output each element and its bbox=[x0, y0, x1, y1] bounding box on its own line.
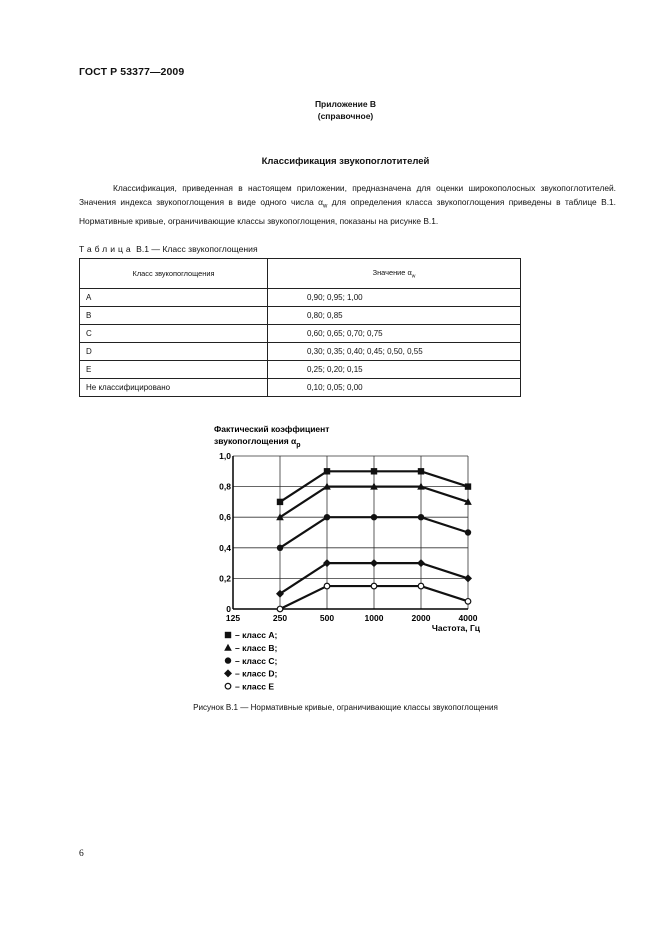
table-row bbox=[80, 343, 521, 361]
legend-circle-marker bbox=[225, 657, 231, 663]
open-circle-marker bbox=[418, 583, 424, 589]
open-circle-marker bbox=[277, 606, 283, 612]
paragraph-text-2: для определения класса звукопоглощения приведены в таблице В.1. Нормативные кривые, ограничивающие классы звукопоглощения, показаны на рисунке В.1. bbox=[79, 197, 617, 227]
y-tick-label: 0 bbox=[226, 604, 231, 614]
legend-label: – класс С; bbox=[235, 655, 278, 666]
square-marker bbox=[371, 468, 377, 474]
legend-label: – класс В; bbox=[235, 643, 278, 653]
class-table bbox=[79, 258, 521, 397]
col-value-header-sub: w bbox=[411, 273, 416, 280]
diamond-marker bbox=[464, 574, 472, 582]
x-tick-label: 4000 bbox=[458, 613, 478, 623]
values-cell: 0,10; 0,05; 0,00 bbox=[268, 379, 521, 397]
y-axis-title-line2 bbox=[214, 436, 301, 449]
annex-subtitle: (справочное) bbox=[317, 111, 374, 121]
table-row bbox=[80, 307, 521, 325]
circle-marker bbox=[277, 545, 283, 551]
y-axis-title-line1: Фактический коэффициент bbox=[214, 424, 330, 434]
annex-title: Приложение В bbox=[314, 99, 377, 109]
square-marker bbox=[277, 499, 283, 505]
legend-square-marker bbox=[225, 632, 231, 638]
legend-diamond-marker bbox=[224, 669, 232, 677]
table-caption bbox=[79, 244, 258, 254]
class-cell: E bbox=[80, 361, 268, 379]
table-row bbox=[80, 379, 521, 397]
legend-open-circle-marker bbox=[225, 683, 231, 689]
diamond-marker bbox=[417, 559, 425, 567]
table-row bbox=[80, 325, 521, 343]
standard-header: ГОСТ Р 53377—2009 bbox=[79, 66, 185, 78]
y-axis-title-text: звукопоглощения α bbox=[214, 436, 297, 446]
class-cell: A bbox=[80, 289, 268, 307]
alpha-symbol: α bbox=[318, 197, 324, 208]
col-value-header-text: Значение bbox=[372, 267, 406, 277]
square-marker bbox=[418, 468, 424, 474]
legend-label: – класс А; bbox=[235, 630, 278, 641]
values-cell: 0,25; 0,20; 0,15 bbox=[268, 361, 521, 379]
circle-marker bbox=[465, 529, 471, 535]
intro-paragraph bbox=[79, 181, 616, 228]
y-tick-label: 0,8 bbox=[219, 481, 231, 492]
open-circle-marker bbox=[324, 583, 330, 589]
paragraph-text-1: Классификация, приведенная в настоящем приложении, предназначена для оценки широкополосных звукопоглотителей. Значения индекса звукопоглощения в виде одного числа bbox=[79, 183, 616, 208]
open-circle-marker bbox=[371, 583, 377, 589]
absorption-chart bbox=[200, 418, 500, 698]
table-row bbox=[80, 361, 521, 379]
y-axis-title-sub: p bbox=[296, 442, 301, 449]
legend-label: – класс D; bbox=[235, 668, 278, 679]
alpha-subscript: w bbox=[323, 203, 328, 210]
class-cell: Не классифицировано bbox=[80, 379, 268, 397]
values-cell: 0,90; 0,95; 1,00 bbox=[268, 289, 521, 307]
values-cell: 0,80; 0,85 bbox=[268, 307, 521, 325]
col-value-header-symbol: α bbox=[407, 267, 412, 277]
x-tick-label: 250 bbox=[272, 613, 288, 623]
square-marker bbox=[324, 468, 330, 474]
figure-caption: Рисунок В.1 — Нормативные кривые, ограничивающие классы звукопоглощения bbox=[193, 703, 498, 712]
y-tick-label: 0,2 bbox=[219, 573, 231, 584]
circle-marker bbox=[418, 514, 424, 520]
class-cell: D bbox=[80, 343, 268, 361]
table-caption-word: Таблица bbox=[79, 244, 134, 254]
circle-marker bbox=[371, 514, 377, 520]
x-tick-label: 1000 bbox=[364, 613, 384, 623]
table-caption-rest: В.1 — Класс звукопоглощения bbox=[136, 244, 258, 254]
diamond-marker bbox=[370, 559, 378, 567]
y-tick-label: 0,6 bbox=[219, 512, 231, 523]
x-tick-label: 125 bbox=[225, 613, 241, 623]
circle-marker bbox=[324, 514, 330, 520]
y-tick-label: 1,0 bbox=[219, 451, 231, 461]
x-axis-title: Частота, Гц bbox=[431, 623, 480, 633]
open-circle-marker bbox=[465, 599, 471, 605]
y-tick-label: 0,4 bbox=[219, 542, 231, 553]
x-tick-label: 2000 bbox=[411, 613, 431, 623]
x-tick-label: 500 bbox=[319, 613, 335, 623]
values-cell: 0,60; 0,65; 0,70; 0,75 bbox=[268, 325, 521, 343]
class-cell: B bbox=[80, 307, 268, 325]
page-number: 6 bbox=[79, 849, 84, 859]
col-class-header: Класс звукопоглощения bbox=[80, 259, 268, 289]
table-header-row bbox=[80, 259, 521, 289]
legend-label: – класс Е bbox=[235, 681, 275, 692]
class-cell: C bbox=[80, 325, 268, 343]
table-row bbox=[80, 289, 521, 307]
square-marker bbox=[465, 483, 471, 489]
values-cell: 0,30; 0,35; 0,40; 0,45; 0,50, 0,55 bbox=[268, 343, 521, 361]
section-title: Классификация звукопоглотителей bbox=[261, 156, 430, 167]
col-value-header bbox=[268, 259, 521, 289]
legend-triangle-marker bbox=[224, 644, 232, 651]
